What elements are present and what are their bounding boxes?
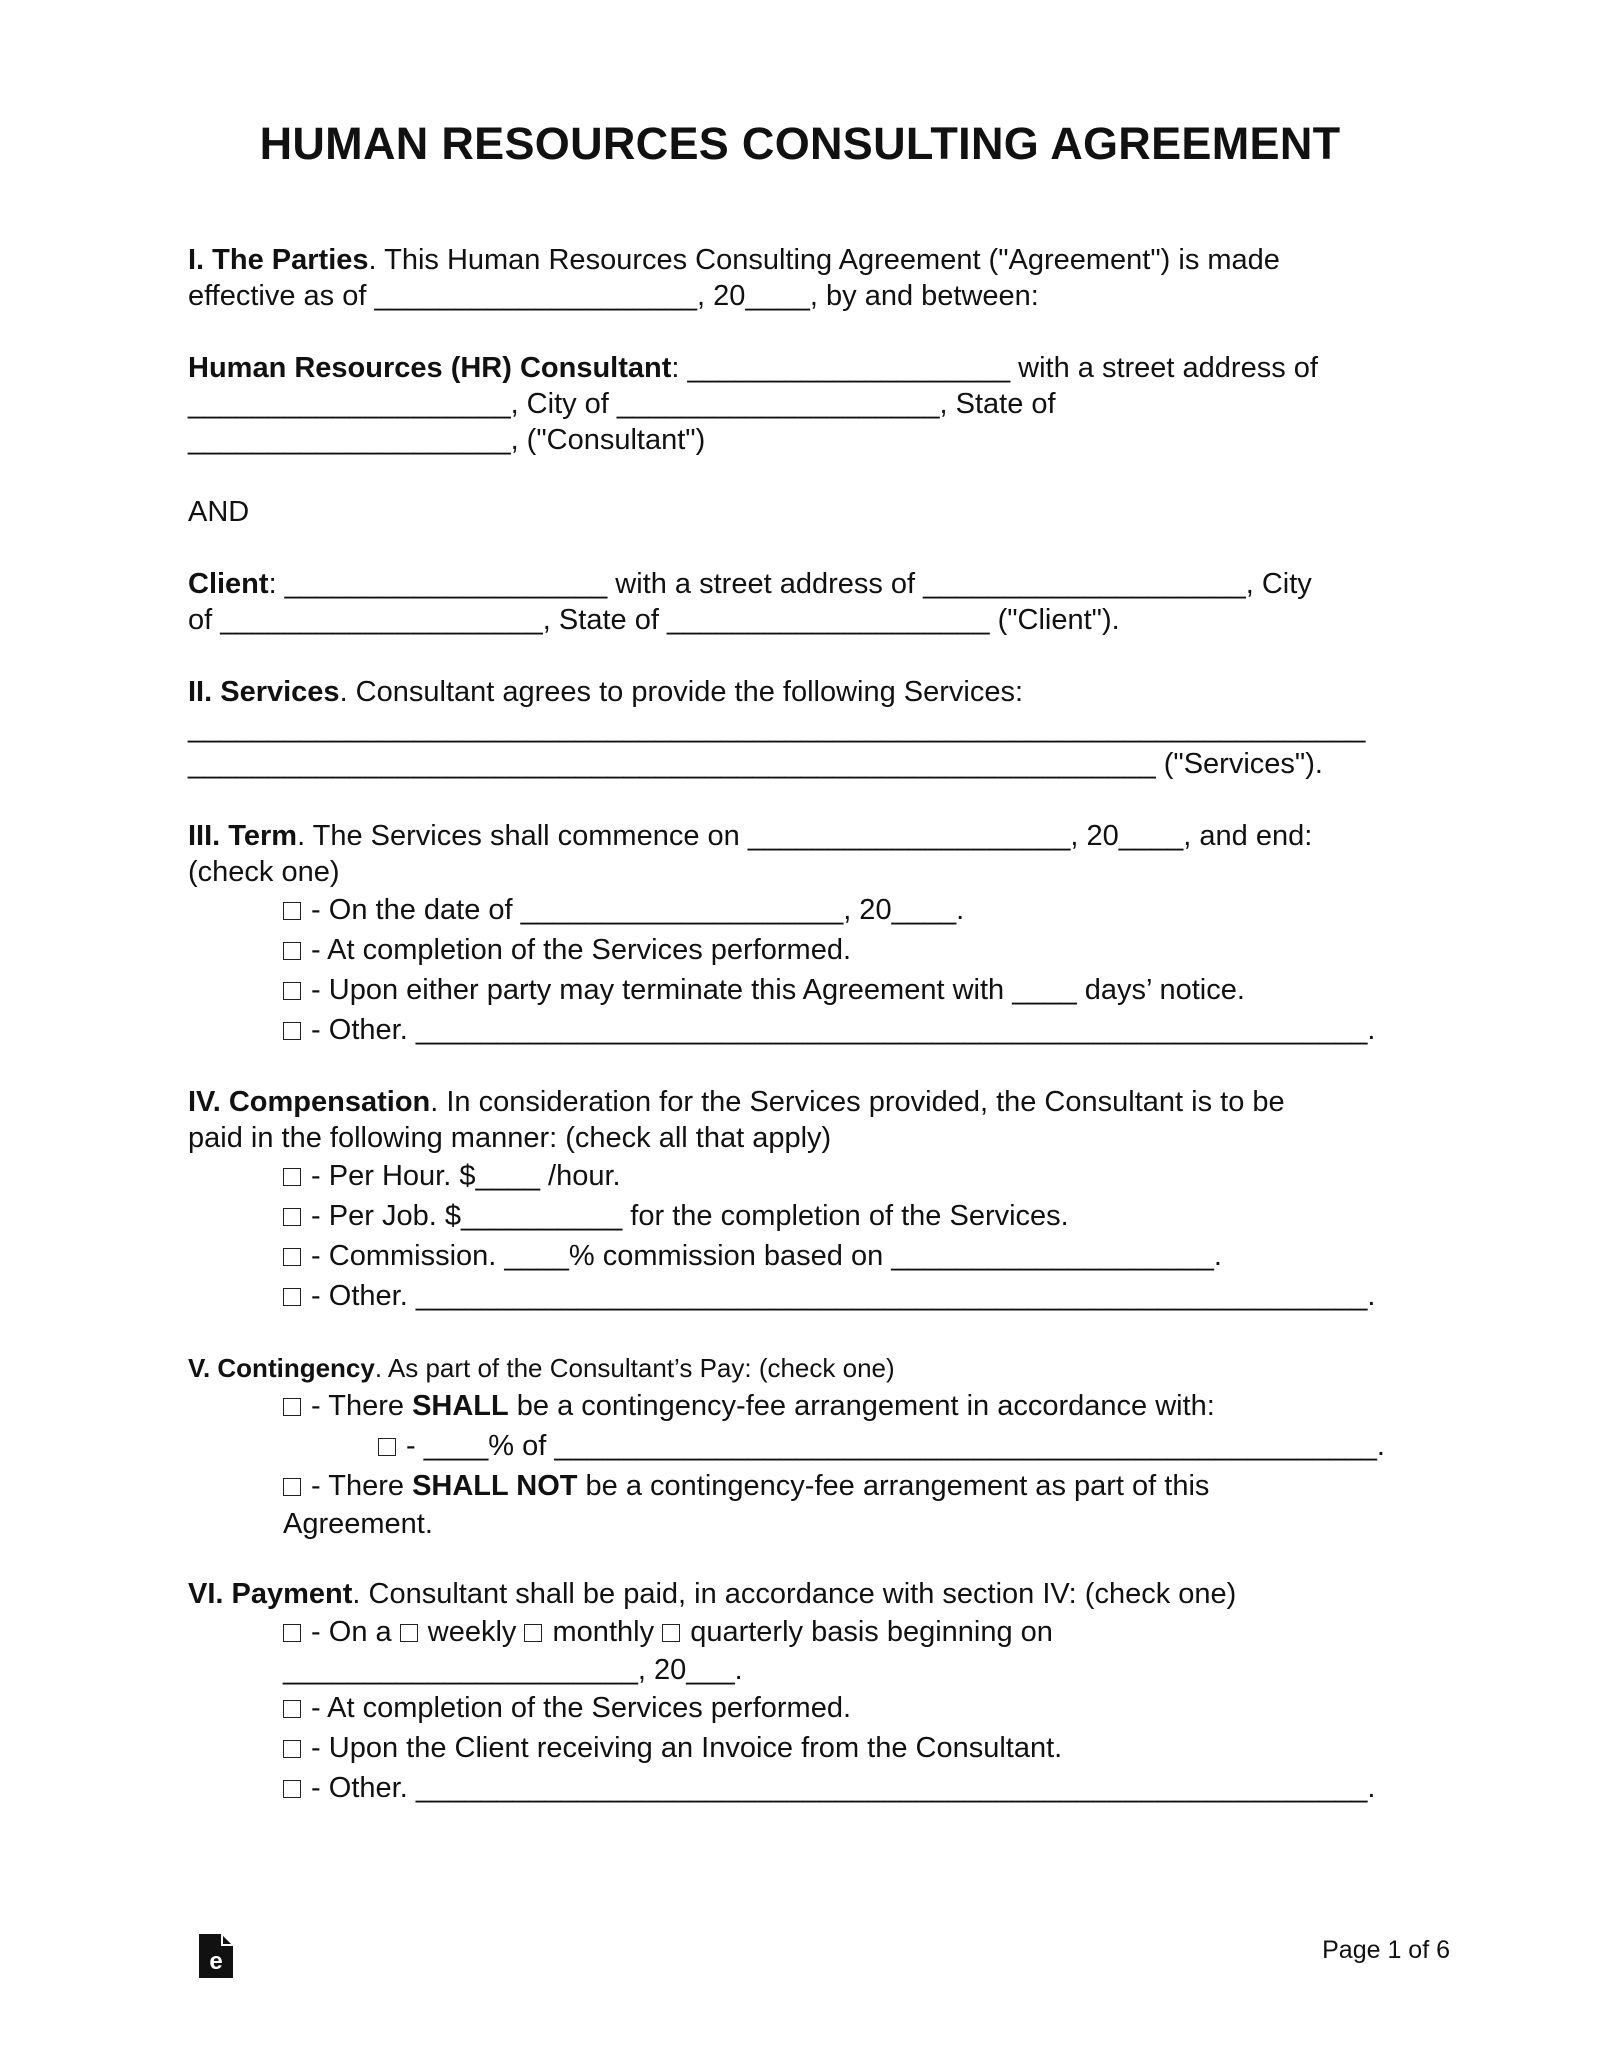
checkbox-icon[interactable] [283, 982, 301, 1000]
services-blank-line: _________________________________________________________________________ [188, 712, 1366, 744]
contingency-heading: V. Contingency [188, 1353, 375, 1383]
services-line-3: ____________________________________________________________ ("Services"). [188, 748, 1323, 780]
consultant-line-1: Human Resources (HR) Consultant: ____________________ with a street address of [188, 352, 1318, 384]
consultant-label: Human Resources (HR) Consultant [188, 352, 672, 384]
term-line-2: (check one) [188, 856, 340, 888]
term-option-notice[interactable]: - Upon either party may terminate this Agreement with ____ days’ notice. [188, 970, 1428, 1010]
checkbox-icon[interactable] [283, 1248, 301, 1266]
and-separator: AND [188, 496, 250, 528]
monthly-checkbox-icon[interactable] [524, 1624, 542, 1642]
checkbox-icon[interactable] [283, 1288, 301, 1306]
payment-option-periodic-cont: ______________________, 20___. [283, 1654, 743, 1686]
checkbox-icon[interactable] [283, 1624, 301, 1642]
contingency-line-1: V. Contingency. As part of the Consultant’s Pay: (check one) [188, 1353, 895, 1383]
checkbox-icon[interactable] [283, 1478, 301, 1496]
payment-option-other[interactable]: - Other. ___________________________________________________________. [188, 1768, 1428, 1808]
compensation-line-2: paid in the following manner: (check all that apply) [188, 1122, 832, 1154]
svg-text:e: e [209, 1948, 223, 1975]
contingency-option-shall-not[interactable]: - There SHALL NOT be a contingency-fee arrangement as part of this [188, 1466, 1428, 1506]
client-line-2: of ____________________, State of ____________________ ("Client"). [188, 604, 1120, 636]
checkbox-icon[interactable] [283, 1022, 301, 1040]
checkbox-icon[interactable] [283, 902, 301, 920]
parties-line-2: effective as of ____________________, 20____, by and between: [188, 280, 1039, 312]
checkbox-icon[interactable] [283, 1168, 301, 1186]
document-body [188, 242, 1428, 1808]
checkbox-icon[interactable] [283, 1700, 301, 1718]
checkbox-icon[interactable] [283, 1398, 301, 1416]
compensation-option-other[interactable]: - Other. ___________________________________________________________. [188, 1276, 1428, 1316]
payment-option-periodic[interactable]: - On a weekly monthly quarterly basis beginning on [188, 1612, 1428, 1652]
contingency-sub-option-percent[interactable]: - ____% of ___________________________________________________. [188, 1426, 1428, 1466]
client-label: Client [188, 568, 269, 600]
term-option-completion[interactable]: - At completion of the Services performed. [188, 930, 1428, 970]
term-option-other[interactable]: - Other. ___________________________________________________________. [188, 1010, 1428, 1050]
contingency-option-shall-not-cont: Agreement. [283, 1508, 433, 1540]
payment-line-1: VI. Payment. Consultant shall be paid, in accordance with section IV: (check one) [188, 1578, 1237, 1610]
checkbox-icon[interactable] [378, 1438, 396, 1456]
payment-heading: VI. Payment [188, 1578, 353, 1610]
client-line-1: Client: ____________________ with a street address of ____________________, City [188, 568, 1312, 600]
compensation-option-hourly[interactable]: - Per Hour. $____ /hour. [188, 1156, 1428, 1196]
consultant-line-2: ____________________, City of ____________________, State of [188, 388, 1056, 420]
compensation-option-per-job[interactable]: - Per Job. $__________ for the completion of the Services. [188, 1196, 1428, 1236]
document-title: HUMAN RESOURCES CONSULTING AGREEMENT [259, 118, 1341, 169]
services-line-1: II. Services. Consultant agrees to provide the following Services: [188, 676, 1024, 708]
compensation-option-commission[interactable]: - Commission. ____% commission based on ____________________. [188, 1236, 1428, 1276]
page-number: Page 1 of 6 [1322, 1936, 1450, 1964]
payment-option-completion[interactable]: - At completion of the Services performed. [188, 1688, 1428, 1728]
term-line-1: III. Term. The Services shall commence on ____________________, 20____, and end: [188, 820, 1313, 852]
checkbox-icon[interactable] [283, 1740, 301, 1758]
eforms-logo-icon [197, 1928, 235, 1980]
checkbox-icon[interactable] [283, 942, 301, 960]
weekly-checkbox-icon[interactable] [400, 1624, 418, 1642]
consultant-line-3: ____________________, ("Consultant") [188, 424, 706, 456]
services-heading: II. Services [188, 676, 340, 708]
payment-option-invoice[interactable]: - Upon the Client receiving an Invoice from the Consultant. [188, 1728, 1428, 1768]
compensation-heading: IV. Compensation [188, 1086, 431, 1118]
checkbox-icon[interactable] [283, 1208, 301, 1226]
compensation-line-1: IV. Compensation. In consideration for the Services provided, the Consultant is to be [188, 1086, 1285, 1118]
term-heading: III. Term [188, 820, 298, 852]
parties-line-1: I. The Parties. This Human Resources Consulting Agreement ("Agreement") is made [188, 244, 1280, 276]
term-option-date[interactable]: - On the date of ____________________, 20____. [188, 890, 1428, 930]
quarterly-checkbox-icon[interactable] [662, 1624, 680, 1642]
contingency-option-shall[interactable]: - There SHALL be a contingency-fee arrangement in accordance with: [188, 1386, 1428, 1426]
checkbox-icon[interactable] [283, 1780, 301, 1798]
parties-heading: I. The Parties [188, 244, 369, 276]
